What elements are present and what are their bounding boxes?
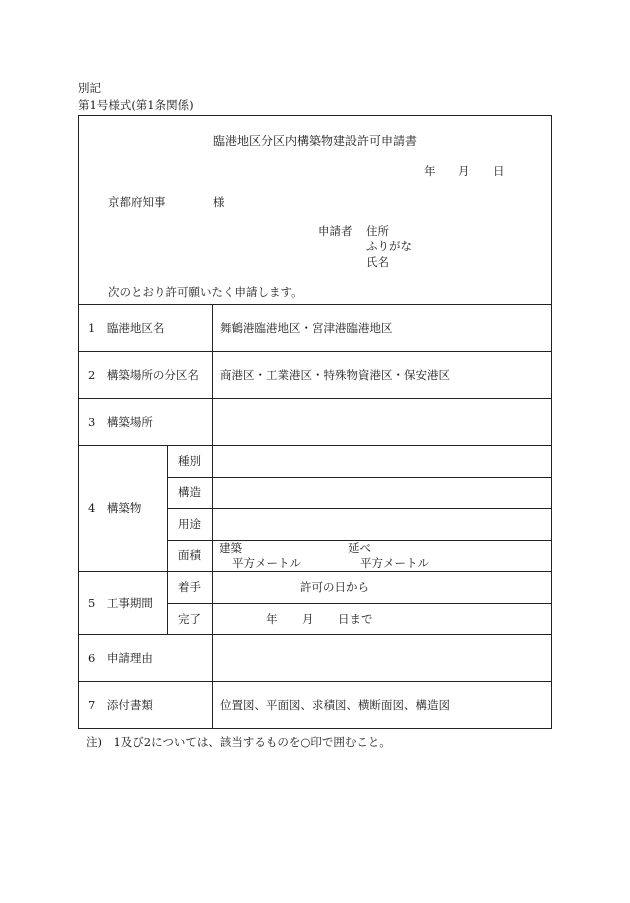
area-build-unit: 平方メートル	[232, 556, 301, 570]
applicant-furigana-label: ふりがな	[366, 239, 412, 253]
row4-use-label: 用途	[178, 517, 201, 531]
area-total-label: 延べ	[348, 541, 371, 555]
form-number: 第1号様式(第1条関係)	[78, 98, 194, 112]
row-divider	[78, 304, 552, 305]
row4-label: 4 構築物	[88, 501, 142, 515]
row4-structure-label: 構造	[178, 485, 201, 499]
row4-area-label: 面積	[178, 548, 201, 562]
row5-end-label: 完了	[178, 612, 201, 626]
sub-row-divider	[167, 477, 552, 478]
bekki-label: 別記	[78, 81, 101, 95]
area-build-label: 建築	[219, 541, 242, 555]
row5-label: 5 工事期間	[88, 596, 153, 610]
row6-label: 6 申請理由	[88, 651, 153, 665]
row5-end-day: 日まで	[338, 612, 373, 626]
row-divider	[78, 634, 552, 635]
row-divider	[78, 398, 552, 399]
row5-end-year: 年	[266, 612, 278, 626]
date-year: 年	[424, 164, 436, 178]
row4-type-label: 種別	[178, 454, 201, 468]
applicant-label: 申請者	[318, 224, 353, 238]
addressee-sama: 様	[213, 195, 225, 209]
row7-label: 7 添付書類	[88, 698, 153, 712]
row2-value: 商港区・工業港区・特殊物資港区・保安港区	[220, 368, 450, 382]
applicant-name-label: 氏名	[366, 255, 389, 269]
footnote: 注) 1及び2については、該当するものを○印で囲むこと。	[86, 735, 391, 749]
applicant-address-label: 住所	[366, 224, 389, 238]
date-day: 日	[493, 164, 505, 178]
row-divider	[78, 681, 552, 682]
row3-label: 3 構築場所	[88, 415, 153, 429]
row2-label: 2 構築場所の分区名	[88, 368, 199, 382]
column-divider	[212, 304, 213, 729]
row-divider	[78, 445, 552, 446]
row5-start-value: 許可の日から	[300, 580, 369, 594]
addressee: 京都府知事	[108, 195, 166, 209]
area-total-unit: 平方メートル	[360, 556, 429, 570]
row1-value: 舞鶴港臨港地区・宮津港臨港地区	[220, 321, 393, 335]
row-divider	[78, 351, 552, 352]
sub-row-divider	[167, 603, 552, 604]
row1-label: 1 臨港地区名	[88, 321, 165, 335]
sub-row-divider	[167, 508, 552, 509]
row5-end-month: 月	[302, 612, 314, 626]
date-month: 月	[458, 164, 470, 178]
sub-column-divider	[167, 445, 168, 634]
row7-value: 位置図、平面図、求積図、横断面図、構造図	[220, 698, 450, 712]
request-text: 次のとおり許可願いたく申請します。	[108, 285, 303, 299]
row5-start-label: 着手	[178, 580, 201, 594]
form-title: 臨港地区分区内構築物建設許可申請書	[212, 134, 417, 148]
row-divider	[78, 571, 552, 572]
